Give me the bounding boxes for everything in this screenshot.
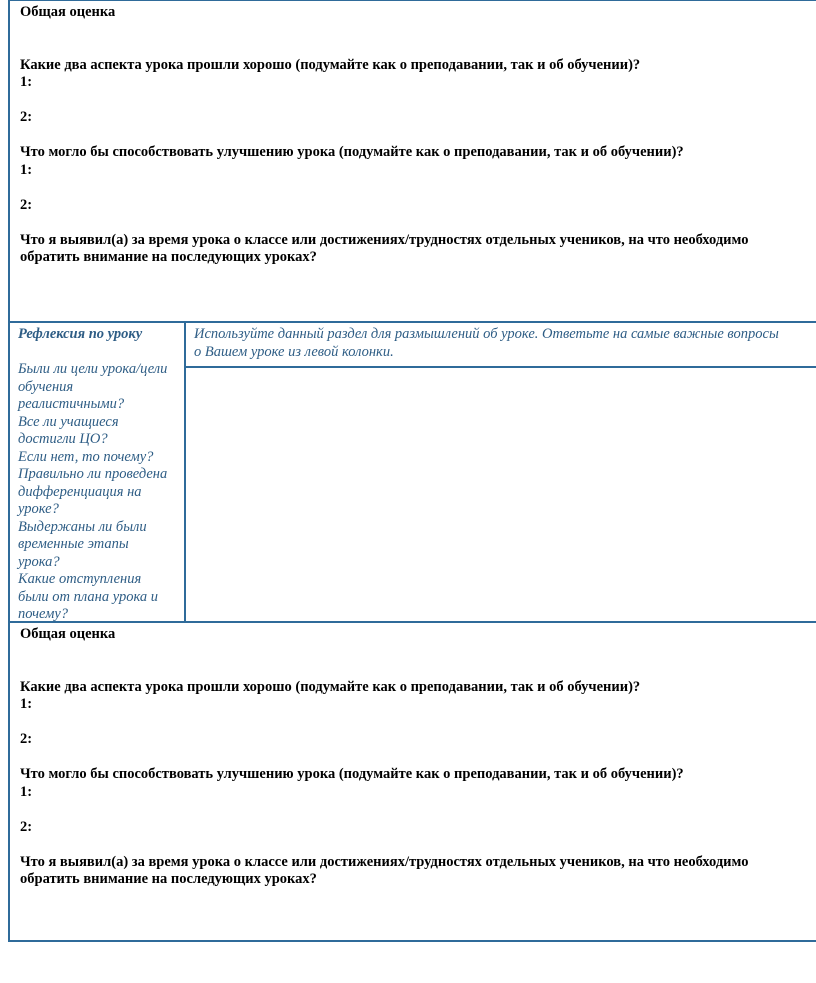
reflection-question-line: Выдержаны ли были xyxy=(18,518,147,535)
section-title: Общая оценка xyxy=(20,4,116,20)
reflection-question-line: уроке? xyxy=(18,501,59,517)
reflection-question-line: достигли ЦО? xyxy=(18,431,108,447)
instruction-line: Используйте данный раздел для размышлений об уроке. Ответьте на самые важные вопросы xyxy=(194,326,779,342)
question-1: Какие два аспекта урока прошли хорошо (подумайте как о преподавании, так и об обучении)? xyxy=(20,678,641,695)
reflection-question-line: реалистичными? xyxy=(18,396,125,412)
reflection-answer-area[interactable] xyxy=(186,368,816,618)
reflection-question-line: Какие отступления xyxy=(18,571,142,587)
reflection-answer-column xyxy=(186,323,816,621)
question-3-cont: обратить внимание на последующих уроках? xyxy=(20,249,317,265)
overall-assessment-section[interactable] xyxy=(10,1,816,323)
reflection-question-line: были от плана урока и xyxy=(18,588,159,605)
answer-label: 1: xyxy=(20,696,33,712)
answer-label: 2: xyxy=(20,818,33,835)
question-2: Что могло бы способствовать улучшению урока (подумайте как о преподавании, так и об обучении)? xyxy=(20,766,684,782)
reflection-question-line: дифференциация на xyxy=(18,483,142,500)
answer-label: 1: xyxy=(20,161,33,178)
answer-label: 2: xyxy=(20,731,33,747)
reflection-instruction xyxy=(186,323,816,368)
instruction-line: о Вашем уроке из левой колонки. xyxy=(194,343,394,360)
reflection-question-line: Были ли цели урока/цели xyxy=(18,361,168,377)
reflection-question-line: Все ли учащиеся xyxy=(18,413,119,430)
answer-label: 2: xyxy=(20,196,33,213)
question-3: Что я выявил(а) за время урока о классе или достижениях/трудностях отдельных учеников, на что необходимо xyxy=(20,853,749,870)
reflection-question-line: почему? xyxy=(18,606,69,622)
reflection-questions-column xyxy=(10,323,186,621)
reflection-question-line: урока? xyxy=(18,553,60,570)
reflection-heading: Рефлексия по уроку xyxy=(18,326,143,342)
reflection-question-line: Если нет, то почему? xyxy=(18,448,154,465)
lesson-reflection-table xyxy=(8,0,816,942)
question-1: Какие два аспекта урока прошли хорошо (подумайте как о преподавании, так и об обучении)? xyxy=(20,56,641,73)
reflection-row xyxy=(10,323,816,621)
question-2: Что могло бы способствовать улучшению урока (подумайте как о преподавании, так и об обучении)? xyxy=(20,144,684,160)
question-3: Что я выявил(а) за время урока о классе или достижениях/трудностях отдельных учеников, на что необходимо xyxy=(20,231,749,248)
reflection-question-line: обучения xyxy=(18,378,74,395)
reflection-question-line: временные этапы xyxy=(18,536,129,552)
section-title: Общая оценка xyxy=(20,626,116,642)
answer-label: 1: xyxy=(20,74,33,90)
question-3-cont: обратить внимание на последующих уроках? xyxy=(20,871,317,887)
answer-label: 2: xyxy=(20,109,33,125)
reflection-question-line: Правильно ли проведена xyxy=(18,466,168,482)
answer-label: 1: xyxy=(20,783,33,800)
overall-assessment-section[interactable] xyxy=(10,621,816,941)
